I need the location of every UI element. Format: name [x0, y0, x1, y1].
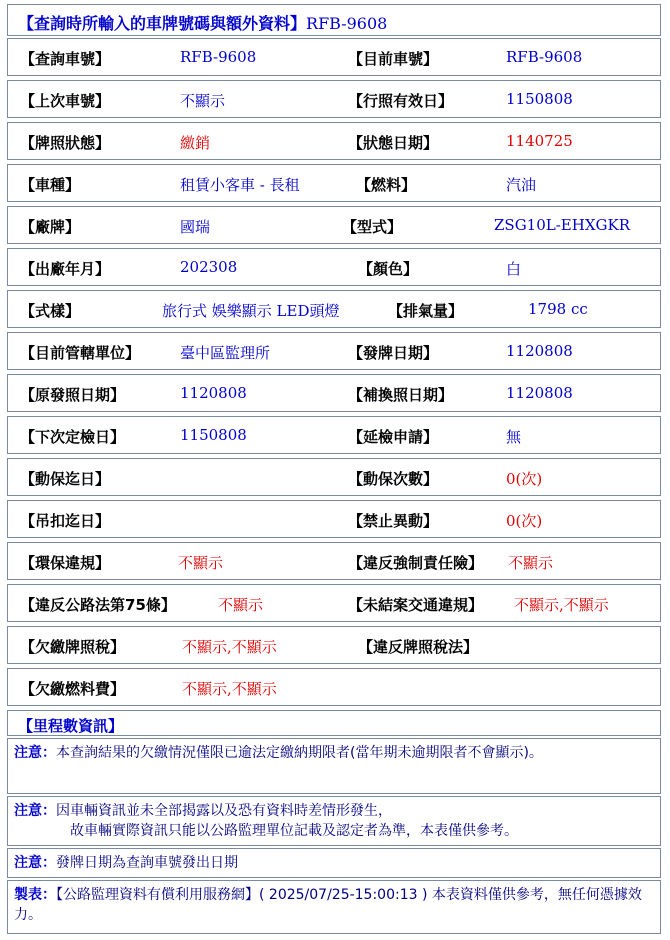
field-value-right: 不顯示,不顯示 [514, 596, 609, 614]
info-row [7, 332, 661, 370]
note-text: 本查詢結果的欠繳情況僅限已逾法定繳納期限者(當年期未逾期限者不會顯示)。 [56, 745, 543, 761]
field-value-left: 不顯示 [180, 92, 226, 110]
field-label-right: 【延檢申請】 [348, 428, 439, 446]
field-value-right: 1120808 [506, 384, 573, 402]
field-label-left: 【違反公路法第75條】 [20, 596, 176, 614]
field-value-left: 不顯示,不顯示 [182, 638, 277, 656]
field-value-right: 不顯示 [508, 554, 554, 572]
note-text-line2: 故車輛實際資訊只能以公路監理單位記載及認定者為準，本表僅供參考。 [70, 823, 518, 839]
info-row [7, 668, 661, 706]
field-label-left: 【欠繳牌照稅】 [20, 638, 126, 656]
info-row [7, 164, 661, 202]
field-value-right: RFB-9608 [506, 48, 583, 66]
query-title-plate: RFB-9608 [306, 14, 388, 33]
field-value-left: 不顯示 [178, 554, 224, 572]
info-row [7, 38, 661, 76]
note-issue-date [7, 848, 661, 878]
field-label-left: 【查詢車號】 [20, 50, 111, 68]
info-row [7, 80, 661, 118]
query-title [18, 11, 387, 34]
field-label-right: 【未結案交通違規】 [348, 596, 484, 614]
field-value-right: 1150808 [506, 90, 573, 108]
info-row [7, 500, 661, 538]
field-value-right: 0(次) [506, 470, 543, 488]
field-value-left: RFB-9608 [180, 48, 257, 66]
field-value-left: 不顯示 [218, 596, 264, 614]
field-label-right: 【違反強制責任險】 [348, 554, 484, 572]
field-value-left: 繳銷 [180, 134, 211, 152]
field-value-right: 汽油 [506, 176, 537, 194]
note-prefix: 注意： [14, 855, 56, 871]
field-label-left: 【欠繳燃料費】 [20, 680, 126, 698]
field-label-right: 【行照有效日】 [348, 92, 454, 110]
field-value-right: 無 [506, 428, 522, 446]
field-label-left: 【動保迄日】 [20, 470, 111, 488]
field-label-right: 【發牌日期】 [348, 344, 439, 362]
info-row [7, 374, 661, 412]
query-title-bar [7, 4, 661, 36]
info-row [7, 248, 661, 286]
field-value-left: 國瑞 [180, 218, 211, 236]
field-value-left: 不顯示,不顯示 [182, 680, 277, 698]
field-label-left: 【車種】 [20, 176, 81, 194]
field-label-left: 【牌照狀態】 [20, 134, 111, 152]
field-value-right: ZSG10L-EHXGKR [494, 216, 630, 234]
info-row [7, 290, 661, 328]
field-label-left: 【式樣】 [20, 302, 81, 320]
field-value-left: 1120808 [180, 384, 247, 402]
note-overdue [7, 738, 661, 794]
field-label-right: 【型式】 [342, 218, 403, 236]
field-value-left: 租賃小客車 - 長租 [180, 176, 300, 194]
field-value-left: 旅行式 娛樂顯示 LED頭燈 [162, 302, 340, 320]
field-label-right: 【補換照日期】 [348, 386, 454, 404]
field-label-right: 【動保次數】 [348, 470, 439, 488]
field-label-right: 【排氣量】 [388, 302, 464, 320]
note-text: 發牌日期為查詢車號發出日期 [56, 855, 238, 871]
field-label-left: 【環保違規】 [20, 554, 111, 572]
info-row [7, 416, 661, 454]
field-label-left: 【下次定檢日】 [20, 428, 126, 446]
field-label-right: 【違反牌照稅法】 [358, 638, 479, 656]
mileage-section-label: 【里程數資訊】 [18, 717, 124, 735]
mileage-section-header [7, 710, 661, 736]
note-issuer [7, 880, 661, 934]
field-label-left: 【上次車號】 [20, 92, 111, 110]
field-label-left: 【出廠年月】 [20, 260, 111, 278]
field-value-left: 臺中區監理所 [180, 344, 271, 362]
field-label-right: 【狀態日期】 [348, 134, 439, 152]
query-title-label: 【查詢時所輸入的車牌號碼與額外資料】 [18, 14, 307, 33]
field-label-left: 【吊扣迄日】 [20, 512, 111, 530]
note-prefix: 注意： [14, 745, 56, 761]
field-label-left: 【目前管轄單位】 [20, 344, 141, 362]
info-row [7, 584, 661, 622]
info-row [7, 542, 661, 580]
field-value-right: 1120808 [506, 342, 573, 360]
field-value-right: 1140725 [506, 132, 573, 150]
note-prefix: 製表： [14, 887, 56, 903]
note-text: 【公路監理資料有償利用服務網】( 2025/07/25-15:00:13 ) 本表資料僅供參考，無任何憑據效力。 [14, 887, 642, 923]
info-row [7, 206, 661, 244]
field-label-right: 【顏色】 [358, 260, 419, 278]
field-label-left: 【原發照日期】 [20, 386, 126, 404]
field-label-left: 【廠牌】 [20, 218, 81, 236]
note-prefix: 注意： [14, 803, 56, 819]
field-value-left: 1150808 [180, 426, 247, 444]
info-row [7, 122, 661, 160]
note-text-line1: 因車輛資訊並未全部揭露以及恐有資料時差情形發生， [56, 803, 392, 819]
field-label-right: 【燃料】 [356, 176, 417, 194]
info-row [7, 626, 661, 664]
field-label-right: 【禁止異動】 [348, 512, 439, 530]
note-disclosure [7, 796, 661, 846]
field-value-right: 1798 cc [528, 300, 588, 318]
field-label-right: 【目前車號】 [348, 50, 439, 68]
info-row [7, 458, 661, 496]
field-value-right: 白 [506, 260, 522, 278]
field-value-right: 0(次) [506, 512, 543, 530]
field-value-left: 202308 [180, 258, 238, 276]
